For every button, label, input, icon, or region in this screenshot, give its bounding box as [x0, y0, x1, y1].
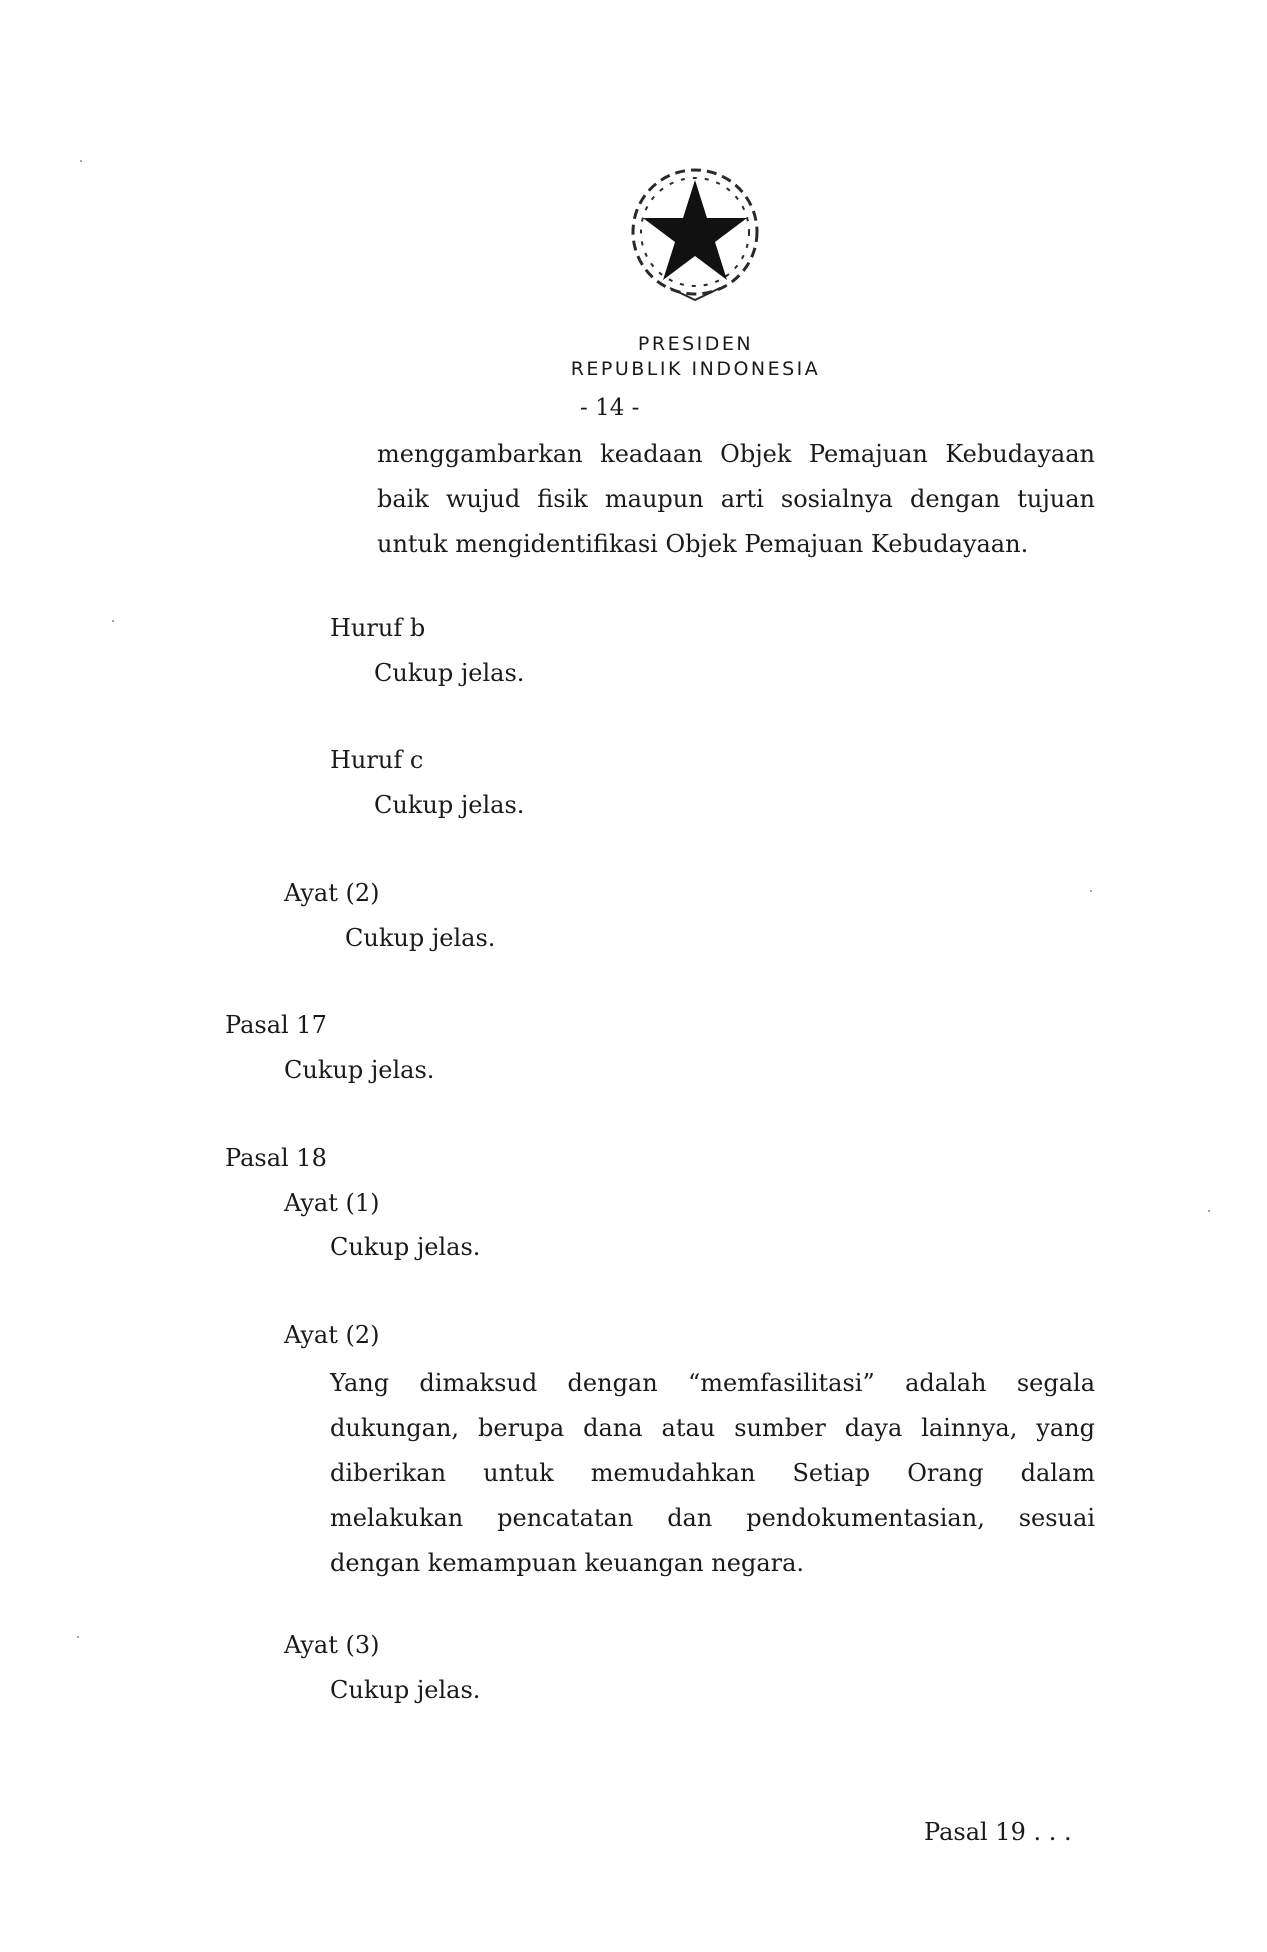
header-republik-indonesia: REPUBLIK INDONESIA — [570, 358, 821, 380]
pasal-18-ayat-3-heading: Ayat (3) — [284, 1631, 380, 1659]
intro-line: menggambarkan keadaan Objek Pemajuan Kebudayaan — [377, 440, 1095, 468]
pasal-17-heading: Pasal 17 — [225, 1011, 327, 1039]
ayat-2-line: dengan kemampuan keuangan negara. — [330, 1549, 805, 1577]
pasal-17-text: Cukup jelas. — [284, 1056, 435, 1084]
ayat-2-text: Cukup jelas. — [345, 924, 496, 952]
scan-speck — [112, 620, 114, 622]
presidential-emblem-icon — [615, 150, 775, 310]
pasal-18-ayat-1-text: Cukup jelas. — [330, 1233, 481, 1261]
pasal-18-ayat-1-heading: Ayat (1) — [284, 1189, 380, 1217]
pasal-18-ayat-2-paragraph — [330, 1361, 1095, 1586]
intro-line: untuk mengidentifikasi Objek Pemajuan Kebudayaan. — [377, 530, 1029, 558]
ayat-2-heading: Ayat (2) — [284, 879, 380, 907]
huruf-c-heading: Huruf c — [330, 746, 424, 774]
scan-speck — [1090, 890, 1092, 892]
pasal-18-ayat-2-heading: Ayat (2) — [284, 1321, 380, 1349]
intro-line: baik wujud fisik maupun arti sosialnya dengan tujuan — [377, 485, 1095, 513]
scan-speck — [77, 1636, 79, 1638]
scan-speck — [1208, 1210, 1210, 1212]
page-number: - 14 - — [580, 395, 640, 421]
ayat-2-line: diberikan untuk memudahkan Setiap Orang dalam — [330, 1459, 1095, 1487]
scan-speck — [80, 160, 82, 162]
pasal-18-heading: Pasal 18 — [225, 1144, 327, 1172]
next-page-catchword: Pasal 19 . . . — [924, 1818, 1072, 1846]
pasal-18-ayat-3-text: Cukup jelas. — [330, 1676, 481, 1704]
ayat-2-line: dukungan, berupa dana atau sumber daya lainnya, yang — [330, 1414, 1095, 1442]
huruf-b-heading: Huruf b — [330, 614, 426, 642]
header-presiden: PRESIDEN — [637, 333, 754, 355]
ayat-2-line: Yang dimaksud dengan “memfasilitasi” adalah segala — [330, 1369, 1095, 1397]
huruf-c-text: Cukup jelas. — [374, 791, 525, 819]
huruf-b-text: Cukup jelas. — [374, 659, 525, 687]
ayat-2-line: melakukan pencatatan dan pendokumentasian, sesuai — [330, 1504, 1095, 1532]
intro-paragraph — [377, 432, 1095, 567]
